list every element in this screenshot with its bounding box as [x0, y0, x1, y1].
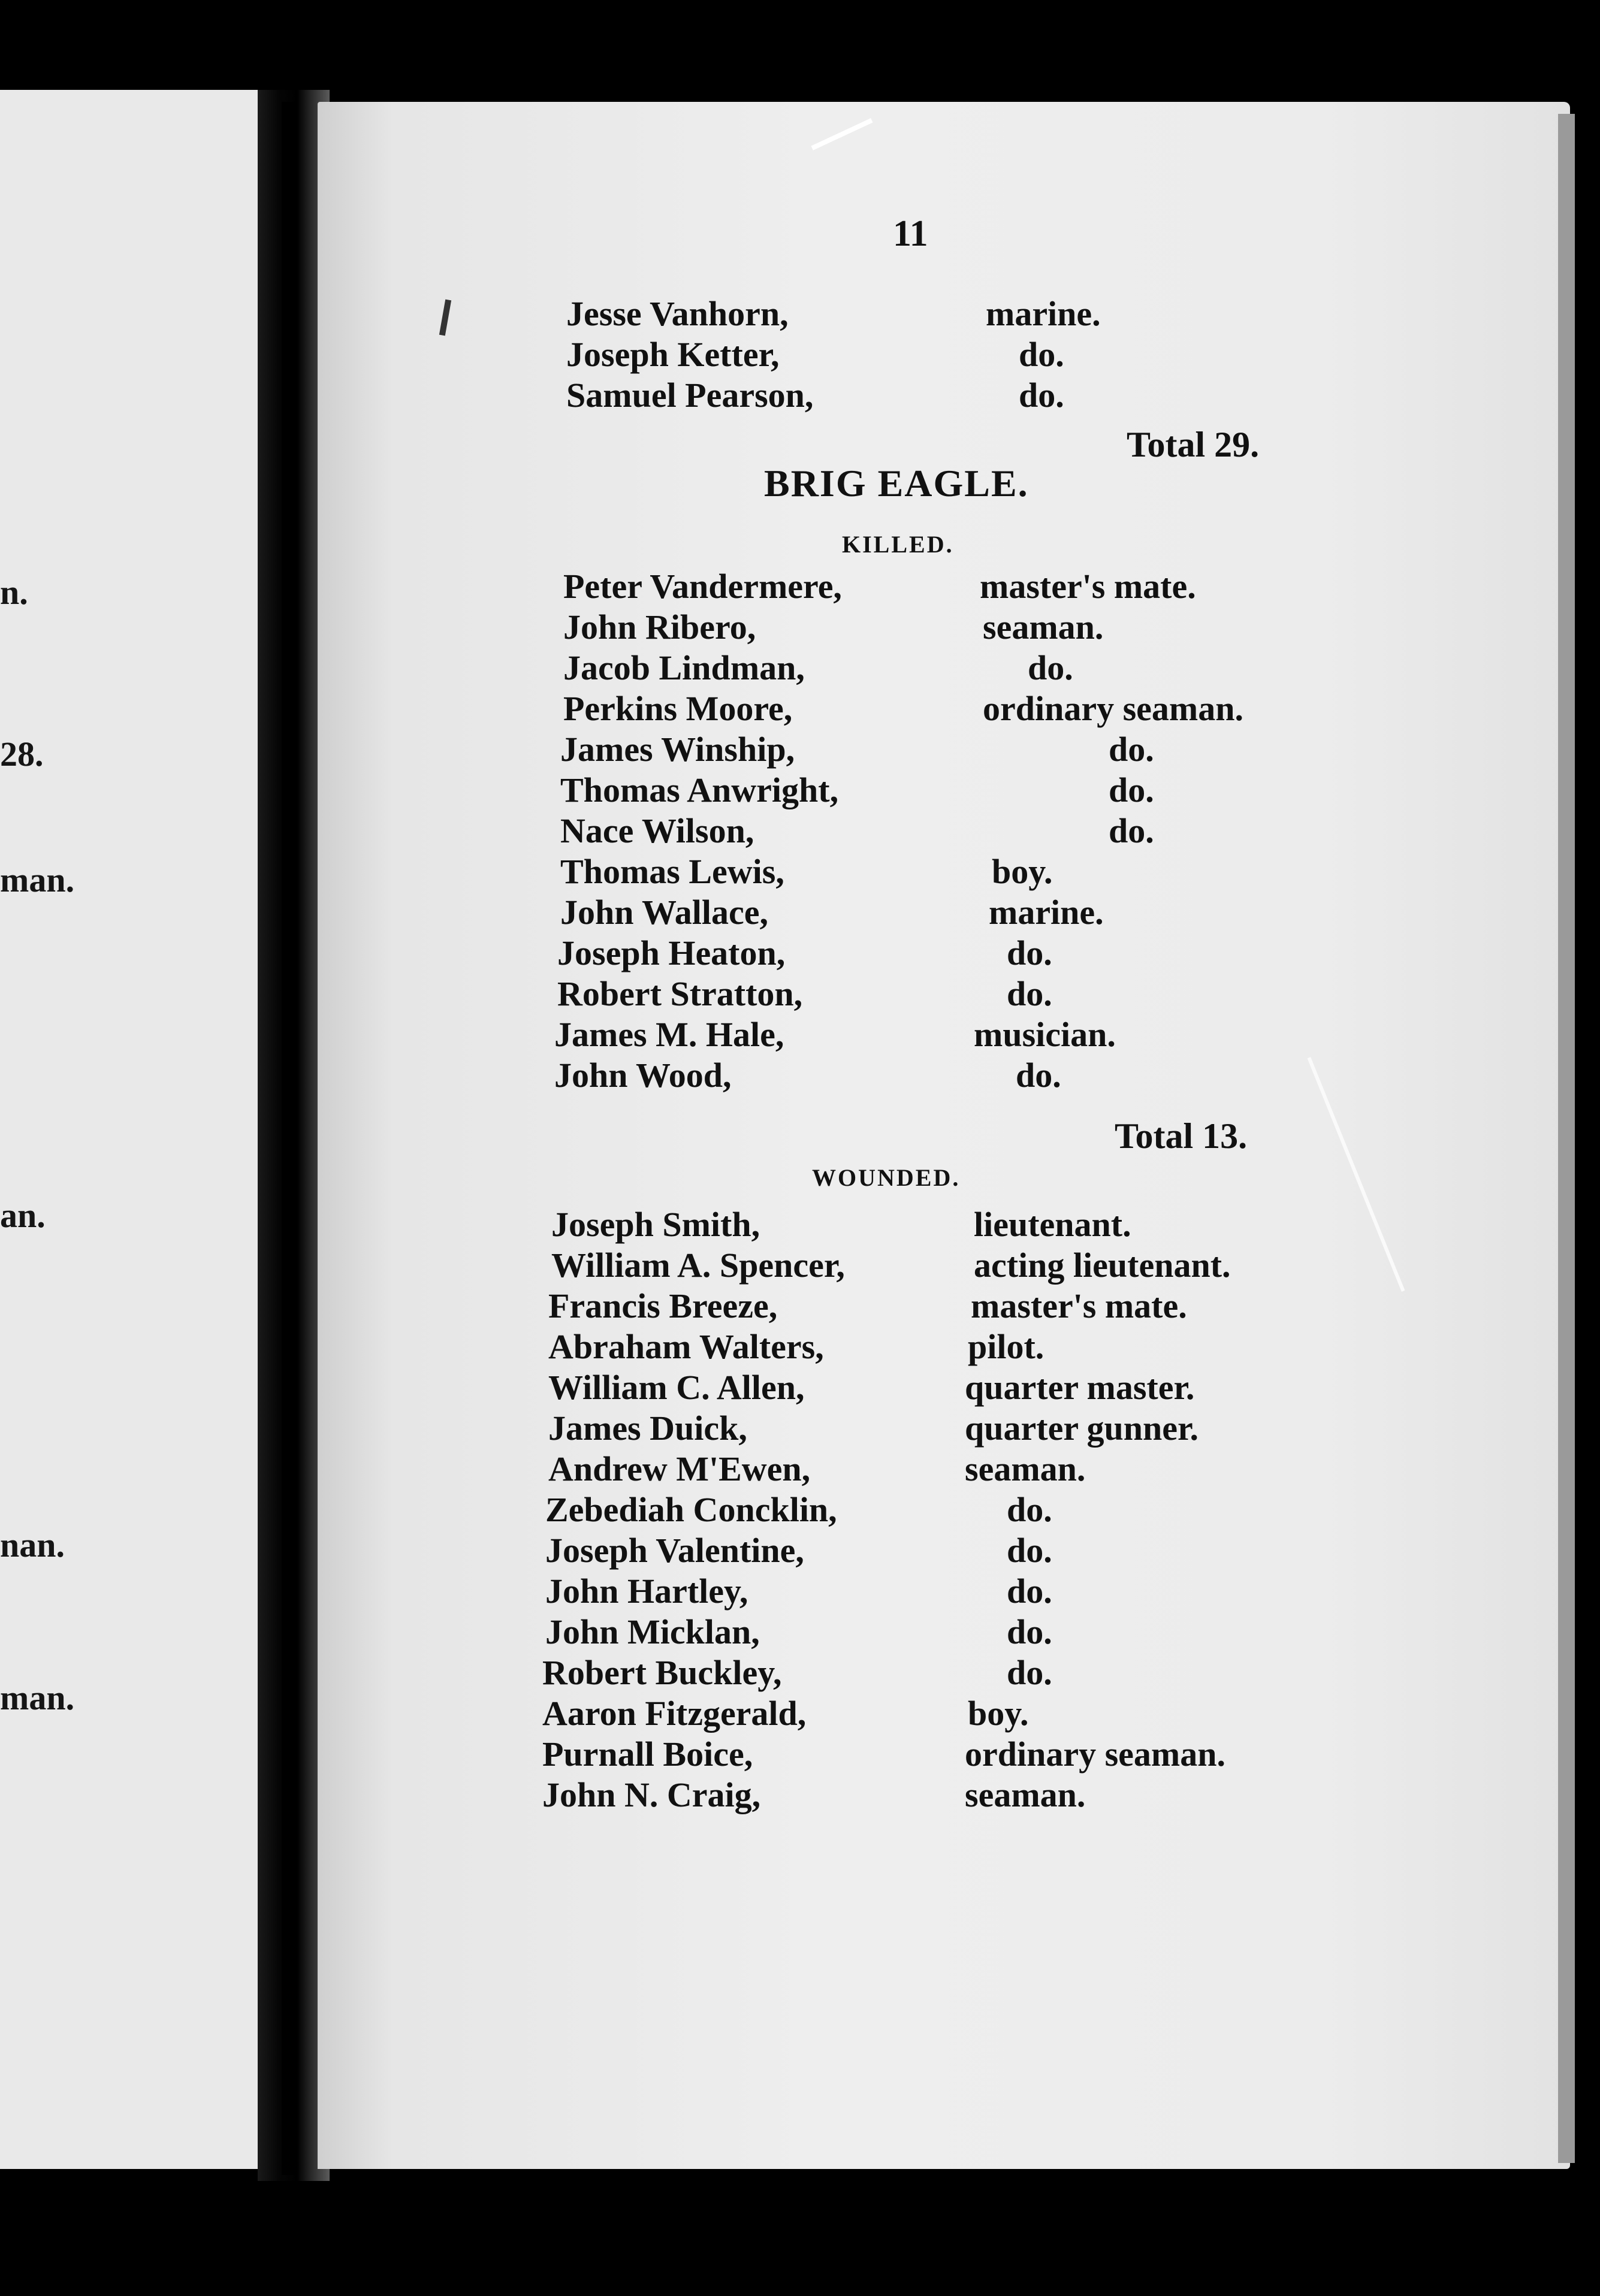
crew-rank: seaman.	[965, 1449, 1086, 1488]
crew-name: Zebediah Concklin,	[545, 1490, 837, 1529]
crew-rank: marine.	[986, 294, 1101, 333]
right-page	[318, 102, 1570, 2169]
crew-name: Thomas Lewis,	[560, 852, 784, 891]
left-page-fragment: man.	[0, 860, 75, 899]
left-page-fragment: n.	[0, 573, 28, 612]
crew-name: Joseph Heaton,	[557, 933, 786, 972]
killed-heading: KILLED.	[842, 531, 954, 558]
left-page-fragment: nan.	[0, 1525, 65, 1564]
crew-name: Joseph Ketter,	[566, 335, 780, 374]
crew-rank: seaman.	[983, 608, 1104, 646]
crew-name: John Hartley,	[545, 1572, 748, 1611]
crew-rank: do.	[1007, 1612, 1052, 1651]
crew-rank: master's mate.	[971, 1286, 1187, 1325]
crew-rank: marine.	[989, 893, 1104, 932]
crew-rank: quarter master.	[965, 1368, 1195, 1407]
crew-name: James M. Hale,	[554, 1015, 784, 1054]
crew-rank: boy.	[992, 852, 1053, 891]
crew-rank: do.	[1109, 811, 1154, 850]
crew-rank: ordinary seaman.	[965, 1735, 1225, 1774]
crew-rank: do.	[1109, 771, 1154, 809]
crew-name: John Wallace,	[560, 893, 768, 932]
crew-name: Robert Buckley,	[542, 1653, 782, 1692]
crew-rank: do.	[1028, 648, 1073, 687]
crew-name: James Duick,	[548, 1409, 747, 1448]
crew-rank: do.	[1019, 376, 1064, 415]
crew-name: John N. Craig,	[542, 1775, 761, 1814]
left-page-fragment: an.	[0, 1196, 46, 1235]
crew-name: Joseph Smith,	[551, 1205, 760, 1244]
crew-rank: acting lieutenant.	[974, 1246, 1231, 1285]
crew-name: Purnall Boice,	[542, 1735, 753, 1774]
crew-name: John Wood,	[554, 1056, 732, 1095]
crew-rank: do.	[1016, 1056, 1061, 1095]
crew-rank: master's mate.	[980, 567, 1196, 606]
crew-rank: do.	[1007, 1531, 1052, 1570]
crew-name: Abraham Walters,	[548, 1327, 824, 1366]
crew-name: Nace Wilson,	[560, 811, 754, 850]
crew-name: James Winship,	[560, 730, 795, 769]
left-page-fragment: man.	[0, 1678, 75, 1717]
wounded-heading: WOUNDED.	[812, 1164, 961, 1191]
crew-rank: do.	[1007, 1653, 1052, 1692]
crew-name: Jacob Lindman,	[563, 648, 805, 687]
crew-name: Joseph Valentine,	[545, 1531, 804, 1570]
crew-rank: boy.	[968, 1694, 1029, 1733]
crew-name: Aaron Fitzgerald,	[542, 1694, 807, 1733]
crew-rank: pilot.	[968, 1327, 1044, 1366]
left-page	[0, 90, 300, 2169]
crew-name: Francis Breeze,	[548, 1286, 778, 1325]
left-page-fragment: 28.	[0, 735, 44, 774]
crew-name: William C. Allen,	[548, 1368, 805, 1407]
crew-name: John Micklan,	[545, 1612, 760, 1651]
crew-rank: musician.	[974, 1015, 1116, 1054]
crew-name: Peter Vandermere,	[563, 567, 842, 606]
crew-rank: seaman.	[965, 1775, 1086, 1814]
ship-title: BRIG EAGLE.	[764, 462, 1029, 504]
total-previous: Total 29.	[1127, 425, 1260, 464]
crew-rank: do.	[1109, 730, 1154, 769]
crew-rank: do.	[1007, 1572, 1052, 1611]
crew-name: Perkins Moore,	[563, 689, 793, 728]
crew-rank: quarter gunner.	[965, 1409, 1199, 1448]
crew-rank: do.	[1007, 933, 1052, 972]
binding-spine	[282, 102, 297, 2175]
crew-rank: lieutenant.	[974, 1205, 1131, 1244]
crew-rank: ordinary seaman.	[983, 689, 1243, 728]
crew-name: John Ribero,	[563, 608, 756, 646]
crew-rank: do.	[1007, 974, 1052, 1013]
total-killed: Total 13.	[1115, 1116, 1248, 1156]
crew-name: Andrew M'Ewen,	[548, 1449, 811, 1488]
crew-name: Jesse Vanhorn,	[566, 294, 789, 333]
crew-name: Samuel Pearson,	[566, 376, 814, 415]
page-edge	[1558, 114, 1575, 2163]
crew-name: William A. Spencer,	[551, 1246, 845, 1285]
page-number: 11	[893, 213, 928, 254]
crew-rank: do.	[1007, 1490, 1052, 1529]
crew-name: Robert Stratton,	[557, 974, 803, 1013]
crew-rank: do.	[1019, 335, 1064, 374]
crew-name: Thomas Anwright,	[560, 771, 839, 809]
